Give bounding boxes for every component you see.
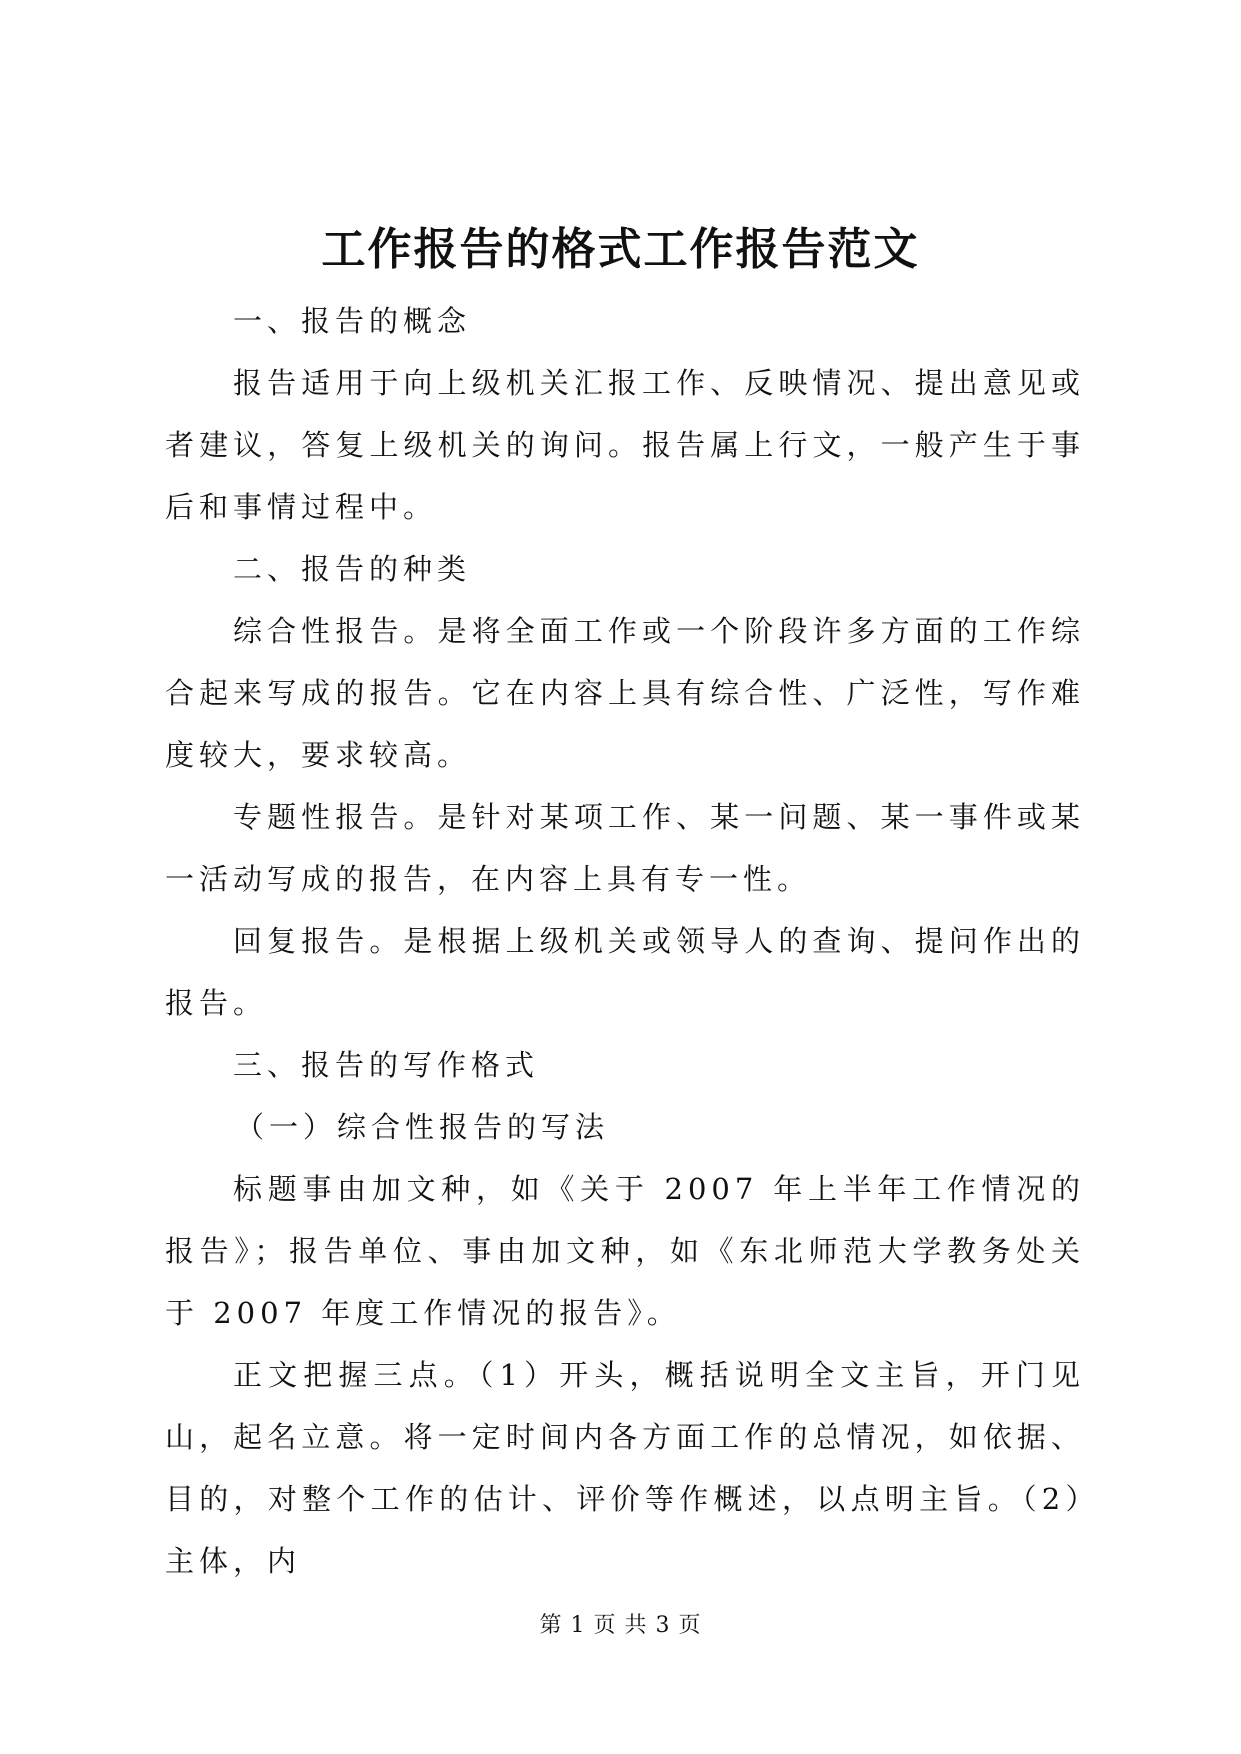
section-heading-format: 三、报告的写作格式: [233, 1048, 540, 1082]
paragraph-reply-report: 回复报告。是根据上级机关或领导人的查询、提问作出的报告。: [165, 924, 1085, 1020]
paragraph-comprehensive-report: 综合性报告。是将全面工作或一个阶段许多方面的工作综合起来写成的报告。它在内容上具有综合性、广泛性，写作难度较大，要求较高。: [165, 614, 1085, 772]
paragraph-definition: 报告适用于向上级机关汇报工作、反映情况、提出意见或者建议，答复上级机关的询问。报告属上行文，一般产生于事后和事情过程中。: [165, 366, 1085, 524]
document-title: 工作报告的格式工作报告范文: [321, 224, 920, 275]
document-body: [165, 290, 1085, 1592]
page-number-footer: 第 1 页 共 3 页: [539, 1613, 702, 1638]
paragraph-body-points: 正文把握三点。（1）开头，概括说明全文主旨，开门见山，起名立意。将一定时间内各方面工作的总情况，如依据、目的，对整个工作的估计、评价等作概述，以点明主旨。（2）主体，内: [165, 1358, 1085, 1578]
subsection-heading-comprehensive: （一）综合性报告的写法: [235, 1110, 610, 1144]
paragraph-special-report: 专题性报告。是针对某项工作、某一问题、某一事件或某一活动写成的报告，在内容上具有专一性。: [165, 800, 1085, 896]
section-heading-concept: 一、报告的概念: [233, 304, 472, 338]
paragraph-title-format: 标题事由加文种，如《关于 2007 年上半年工作情况的报告》；报告单位、事由加文种，如《东北师范大学教务处关于 2007 年度工作情况的报告》。: [165, 1172, 1085, 1330]
section-heading-types: 二、报告的种类: [233, 552, 472, 586]
